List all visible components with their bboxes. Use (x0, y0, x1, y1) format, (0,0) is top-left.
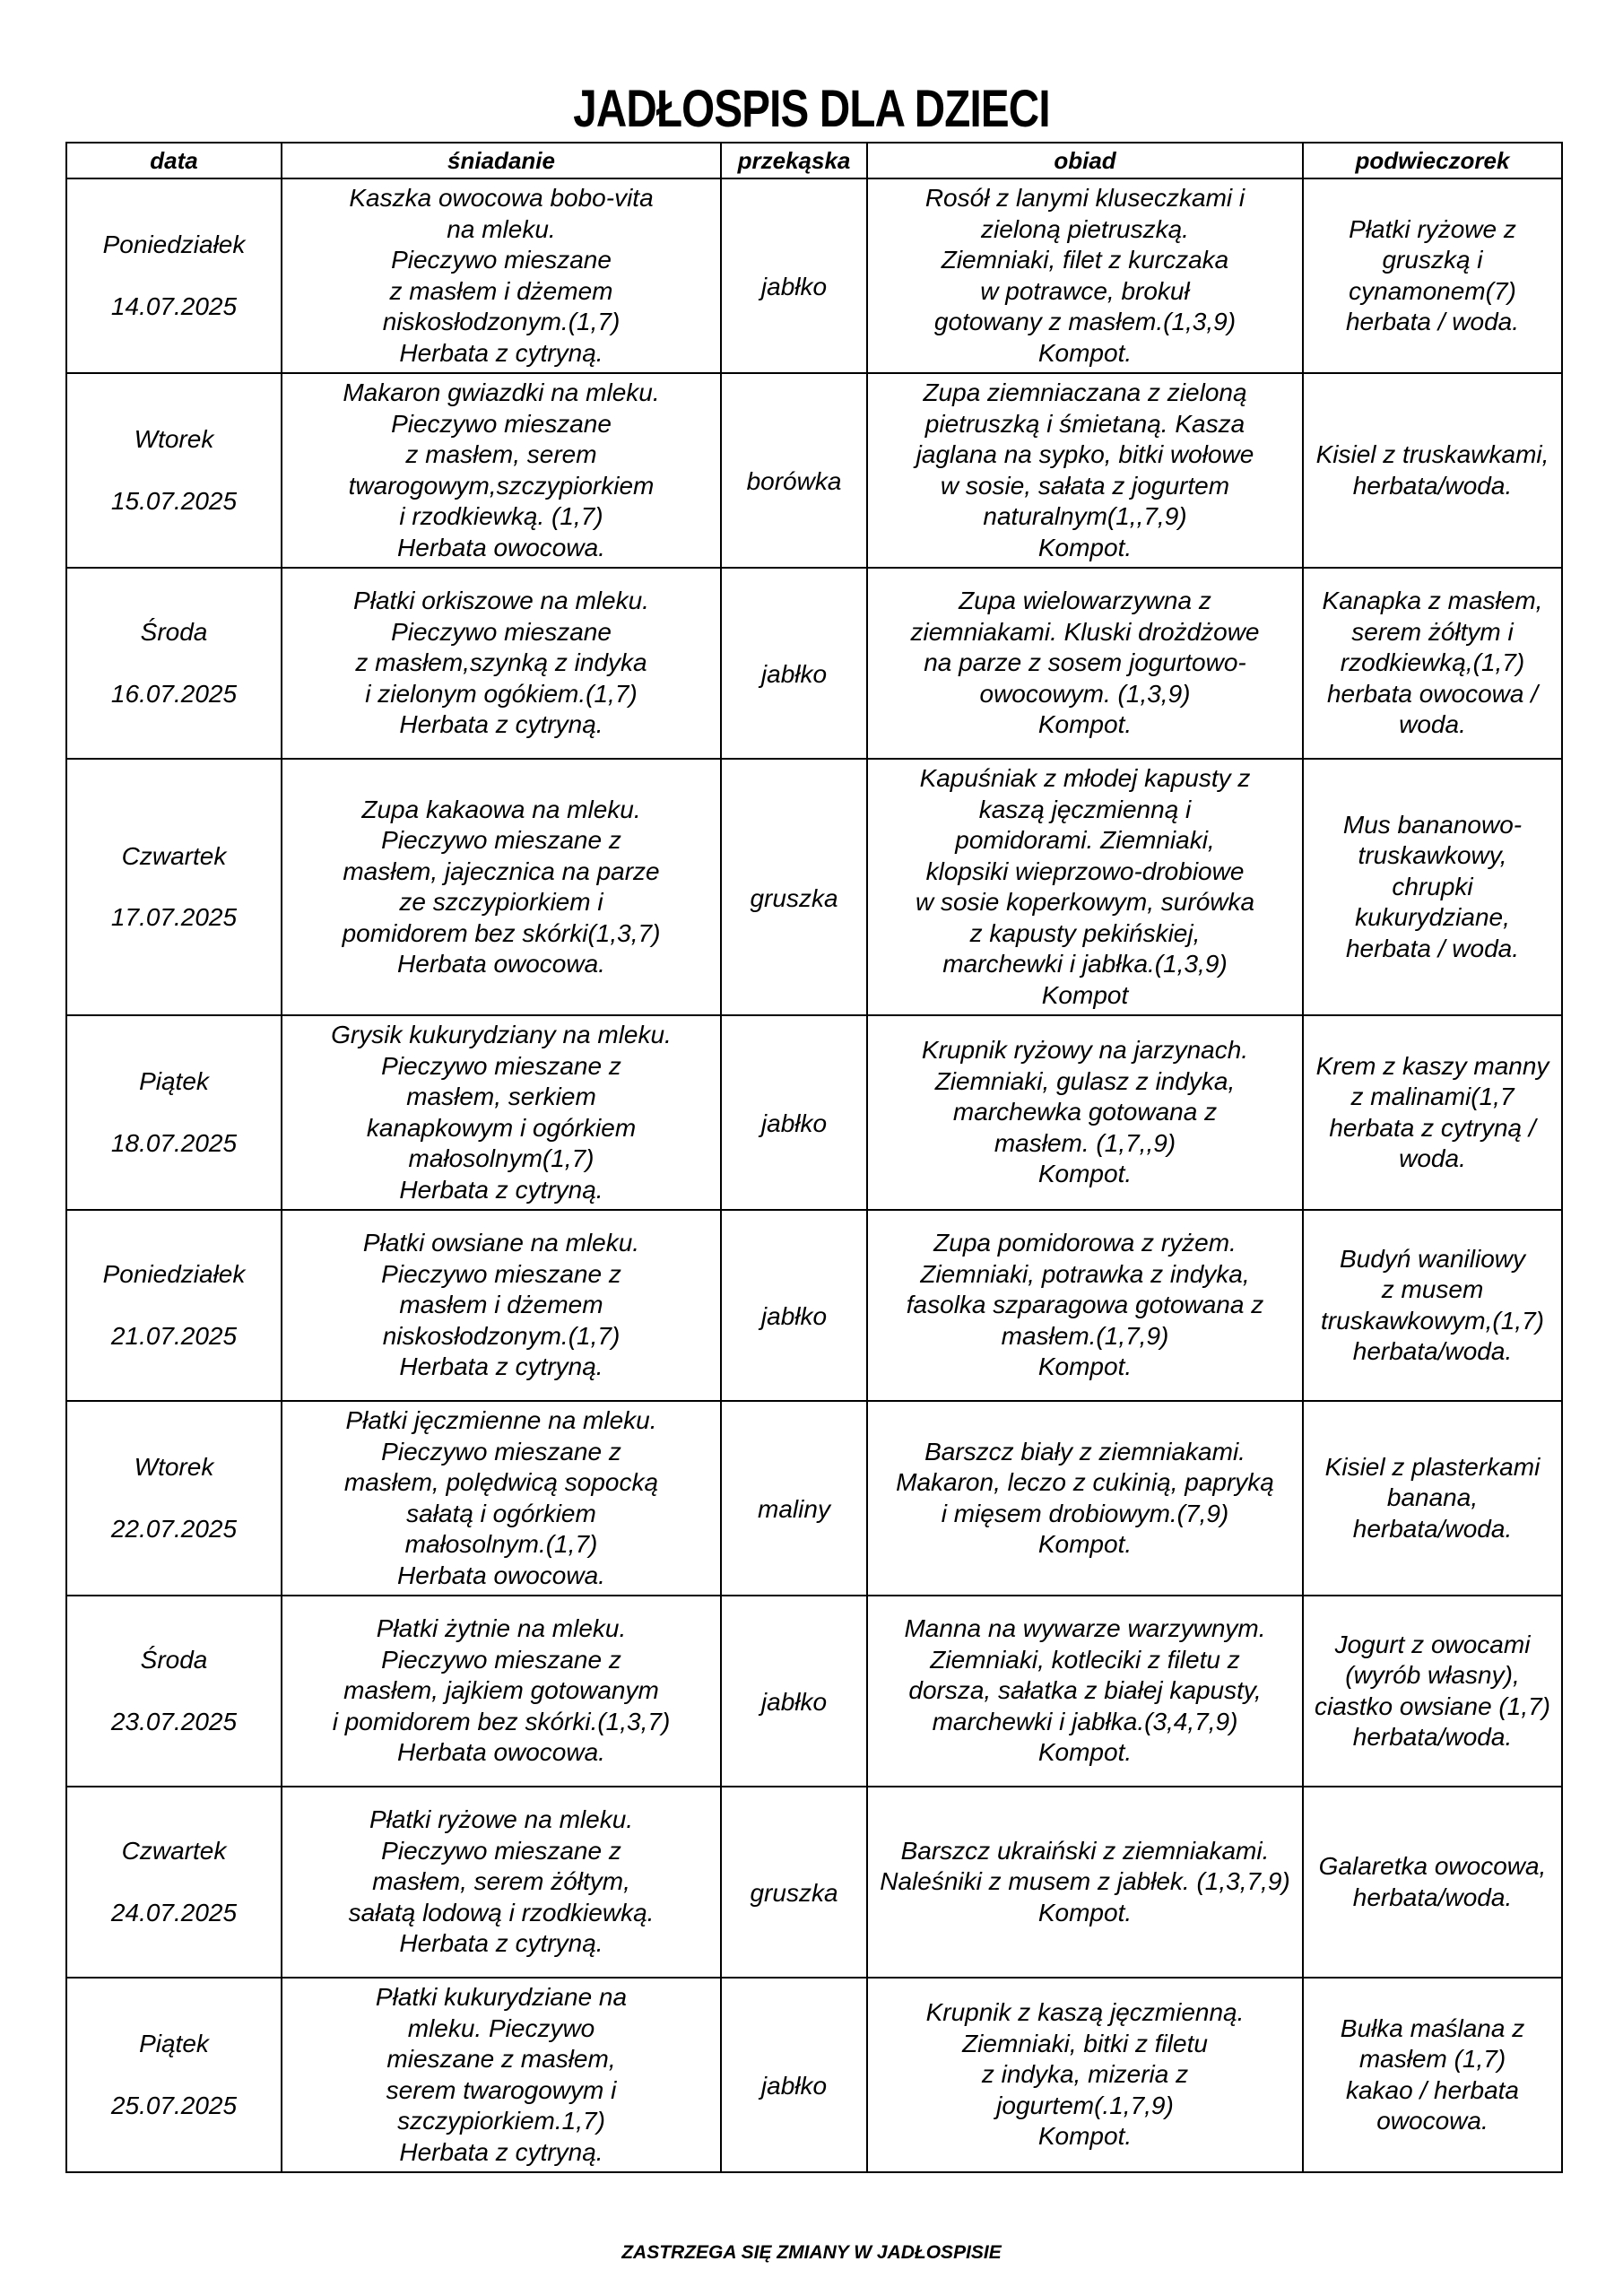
table-row (66, 1787, 1562, 1978)
breakfast-cell: Płatki żytnie na mleku. Pieczywo mieszane z masłem, jajkiem gotowanym i pomidorem bez skórki.(1,3,7) Herbata owocowa. (282, 1596, 721, 1787)
lunch-cell: Barszcz ukraiński z ziemniakami. Naleśniki z musem z jabłek. (1,3,7,9) Kompot. (867, 1787, 1303, 1978)
lunch-cell: Zupa ziemniaczana z zieloną pietruszką i śmietaną. Kasza jaglana na sypko, bitki wołowe w sosie, sałata z jogurtem naturalnym(1,,7,9) Kompot. (867, 373, 1303, 568)
lunch-cell: Zupa wielowarzywna z ziemniakami. Kluski drożdżowe na parze z sosem jogurtowo- owocowym. (1,3,9) Kompot. (867, 568, 1303, 759)
column-header-date: data (66, 143, 282, 178)
table-row (66, 373, 1562, 568)
snack-cell: jabłko (721, 568, 867, 759)
day-cell (66, 1787, 282, 1978)
day-cell (66, 1978, 282, 2172)
breakfast-cell: Płatki jęczmienne na mleku. Pieczywo mieszane z masłem, polędwicą sopocką sałatą i ogórkiem małosolnym.(1,7) Herbata owocowa. (282, 1401, 721, 1596)
table-row (66, 759, 1562, 1015)
day-date: 21.07.2025 (110, 1321, 238, 1350)
day-date: 18.07.2025 (110, 1128, 238, 1157)
snack-cell: jabłko (721, 1978, 867, 2172)
day-name: Wtorek (134, 425, 214, 453)
menu-title: JADŁOSPIS DLA DZIECI (573, 80, 1050, 138)
breakfast-cell: Płatki owsiane na mleku. Pieczywo mieszane z masłem i dżemem niskosłodzonym.(1,7) Herbata z cytryną. (282, 1210, 721, 1401)
day-name: Wtorek (134, 1453, 214, 1481)
day-cell (66, 1401, 282, 1596)
snack-cell: jabłko (721, 178, 867, 373)
afternoon-tea-cell: Mus bananowo- truskawkowy, chrupki kukurydziane, herbata / woda. (1303, 759, 1562, 1015)
day-name: Piątek (139, 2030, 209, 2057)
day-date: 22.07.2025 (110, 1514, 238, 1543)
day-name: Środa (140, 1646, 208, 1674)
snack-cell: gruszka (721, 759, 867, 1015)
day-name: Poniedziałek (102, 230, 246, 258)
table-row (66, 1015, 1562, 1210)
day-cell (66, 1596, 282, 1787)
table-row (66, 1401, 1562, 1596)
afternoon-tea-cell: Płatki ryżowe z gruszką i cynamonem(7) herbata / woda. (1303, 178, 1562, 373)
lunch-cell: Barszcz biały z ziemniakami. Makaron, leczo z cukinią, papryką i mięsem drobiowym.(7,9) Kompot. (867, 1401, 1303, 1596)
table-row (66, 1210, 1562, 1401)
afternoon-tea-cell: Budyń waniliowy z musem truskawkowym,(1,7) herbata/woda. (1303, 1210, 1562, 1401)
day-name: Piątek (139, 1067, 209, 1095)
table-row (66, 178, 1562, 373)
breakfast-cell: Zupa kakaowa na mleku. Pieczywo mieszane z masłem, jajecznica na parze ze szczypiorkiem i pomidorem bez skórki(1,3,7) Herbata owocowa. (282, 759, 721, 1015)
column-header-lunch: obiad (867, 143, 1303, 178)
snack-cell: jabłko (721, 1015, 867, 1210)
header-row (66, 143, 1562, 178)
day-cell (66, 178, 282, 373)
lunch-cell: Krupnik ryżowy na jarzynach. Ziemniaki, gulasz z indyka, marchewka gotowana z masłem. (1,7,,9) Kompot. (867, 1015, 1303, 1210)
lunch-cell: Kapuśniak z młodej kapusty z kaszą jęczmienną i pomidorami. Ziemniaki, klopsiki wieprzowo-drobiowe w sosie koperkowym, surówka z kapusty pekińskiej, marchewki i jabłka.(1,3,9) Kompot (867, 759, 1303, 1015)
breakfast-cell: Kaszka owocowa bobo-vita na mleku. Pieczywo mieszane z masłem i dżemem niskosłodzonym.(1,7) Herbata z cytryną. (282, 178, 721, 373)
breakfast-cell: Płatki ryżowe na mleku. Pieczywo mieszane z masłem, serem żółtym, sałatą lodową i rzodkiewką. Herbata z cytryną. (282, 1787, 721, 1978)
table-row (66, 1596, 1562, 1787)
table-row (66, 568, 1562, 759)
footer-note: ZASTRZEGA SIĘ ZMIANY W JADŁOSPISIE (621, 2242, 1002, 2263)
day-cell (66, 373, 282, 568)
day-cell (66, 1015, 282, 1210)
breakfast-cell: Grysik kukurydziany na mleku. Pieczywo mieszane z masłem, serkiem kanapkowym i ogórkiem małosolnym(1,7) Herbata z cytryną. (282, 1015, 721, 1210)
snack-cell: jabłko (721, 1596, 867, 1787)
afternoon-tea-cell: Krem z kaszy manny z malinami(1,7 herbata z cytryną / woda. (1303, 1015, 1562, 1210)
column-header-breakfast: śniadanie (282, 143, 721, 178)
day-name: Czwartek (121, 1837, 227, 1865)
afternoon-tea-cell: Kanapka z masłem, serem żółtym i rzodkiewką,(1,7) herbata owocowa / woda. (1303, 568, 1562, 759)
afternoon-tea-cell: Bułka maślana z masłem (1,7) kakao / herbata owocowa. (1303, 1978, 1562, 2172)
snack-cell: maliny (721, 1401, 867, 1596)
day-cell (66, 1210, 282, 1401)
breakfast-cell: Makaron gwiazdki na mleku. Pieczywo mieszane z masłem, serem twarogowym,szczypiorkiem i rzodkiewką. (1,7) Herbata owocowa. (282, 373, 721, 568)
day-date: 16.07.2025 (110, 679, 238, 708)
breakfast-cell: Płatki orkiszowe na mleku. Pieczywo mieszane z masłem,szynką z indyka i zielonym ogókiem.(1,7) Herbata z cytryną. (282, 568, 721, 759)
lunch-cell: Rosół z lanymi kluseczkami i zieloną pietruszką. Ziemniaki, filet z kurczaka w potrawce, brokuł gotowany z masłem.(1,3,9) Kompot. (867, 178, 1303, 373)
day-date: 23.07.2025 (110, 1707, 238, 1735)
breakfast-cell: Płatki kukurydziane na mleku. Pieczywo mieszane z masłem, serem twarogowym i szczypiorkiem.1,7) Herbata z cytryną. (282, 1978, 721, 2172)
afternoon-tea-cell: Kisiel z plasterkami banana, herbata/woda. (1303, 1401, 1562, 1596)
day-date: 15.07.2025 (110, 486, 238, 515)
afternoon-tea-cell: Galaretka owocowa, herbata/woda. (1303, 1787, 1562, 1978)
day-date: 17.07.2025 (110, 903, 238, 931)
day-name: Poniedziałek (102, 1260, 246, 1288)
snack-cell: gruszka (721, 1787, 867, 1978)
lunch-cell: Manna na wywarze warzywnym. Ziemniaki, kotleciki z filetu z dorsza, sałatka z białej kapusty, marchewki i jabłka.(3,4,7,9) Kompot. (867, 1596, 1303, 1787)
day-cell (66, 759, 282, 1015)
column-header-snack: przekąska (721, 143, 867, 178)
table-row (66, 1978, 1562, 2172)
day-name: Środa (140, 618, 208, 646)
snack-cell: jabłko (721, 1210, 867, 1401)
day-date: 25.07.2025 (110, 2091, 238, 2119)
afternoon-tea-cell: Jogurt z owocami (wyrób własny), ciastko owsiane (1,7) herbata/woda. (1303, 1596, 1562, 1787)
day-date: 14.07.2025 (110, 291, 238, 320)
day-cell (66, 568, 282, 759)
column-header-afternoon-tea: podwieczorek (1303, 143, 1562, 178)
afternoon-tea-cell: Kisiel z truskawkami, herbata/woda. (1303, 373, 1562, 568)
lunch-cell: Zupa pomidorowa z ryżem. Ziemniaki, potrawka z indyka, fasolka szparagowa gotowana z masłem.(1,7,9) Kompot. (867, 1210, 1303, 1401)
lunch-cell: Krupnik z kaszą jęczmienną. Ziemniaki, bitki z filetu z indyka, mizeria z jogurtem(.1,7,9) Kompot. (867, 1978, 1303, 2172)
menu-table (65, 142, 1563, 2173)
day-name: Czwartek (121, 841, 227, 870)
snack-cell: borówka (721, 373, 867, 568)
day-date: 24.07.2025 (110, 1898, 238, 1926)
